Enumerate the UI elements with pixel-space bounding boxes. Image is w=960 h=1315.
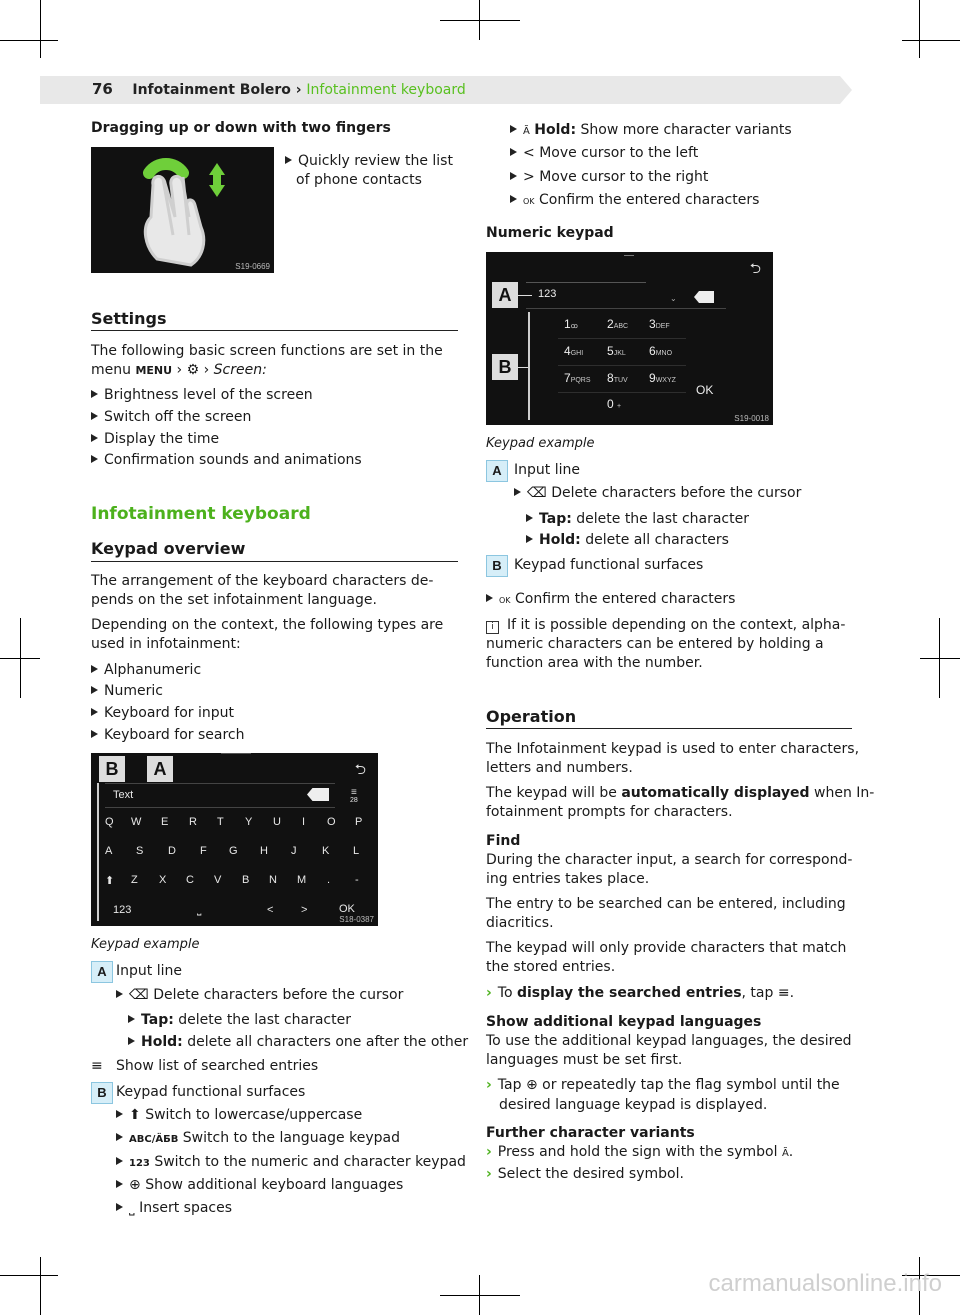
list-item: Display the time (91, 430, 219, 449)
section-heading: Infotainment keyboard (91, 504, 311, 524)
back-arrow-icon: ⮌ (749, 261, 761, 277)
key-x: X (159, 874, 167, 886)
character-variant-icon: Ã (523, 126, 530, 137)
figure-code: S19-0018 (734, 414, 769, 423)
list-item: ⬆ Switch to lowercase/uppercase (116, 1106, 362, 1125)
functional-surfaces-title: Keypad functional surfaces (514, 557, 704, 573)
ok-icon: OK (499, 596, 511, 605)
key-1: 1ꝏ (564, 317, 578, 331)
ok-icon: OK (523, 197, 535, 206)
paragraph: letters and numbers. (486, 760, 633, 776)
paragraph: ing entries takes place. (486, 871, 650, 887)
paragraph: To use the additional keypad languages, the desired (486, 1033, 852, 1049)
alphanumeric-keypad-figure (91, 753, 378, 926)
key-cursor-right: > (301, 904, 308, 916)
step-chevron-icon: › (486, 1166, 492, 1182)
find-title: Find (486, 833, 521, 849)
key-a: A (105, 845, 113, 857)
languages-title: Show additional keypad languages (486, 1014, 762, 1030)
backspace-icon (307, 788, 329, 801)
gear-icon: ⚙ (186, 362, 200, 378)
list-icon: ≡ (351, 787, 357, 798)
callout-a: A (147, 756, 173, 782)
header-section: Infotainment Bolero (132, 82, 291, 98)
key-b: B (242, 874, 250, 886)
key-e: E (161, 816, 169, 828)
page-number: 76 (92, 80, 113, 98)
note-cont: numeric characters can be entered by holding a (486, 636, 824, 652)
key-0: 0 + (607, 397, 622, 411)
paragraph: The keypad will only provide characters that match (486, 940, 847, 956)
list-item: < Move cursor to the left (510, 144, 698, 163)
header-text (92, 80, 466, 98)
key-dot: . (327, 874, 331, 886)
step: › Select the desired symbol. (486, 1166, 684, 1182)
paragraph: Depending on the context, the following types are (91, 617, 444, 633)
list-icon: ≡ (777, 985, 790, 1001)
step: › Tap ⊕ or repeatedly tap the flag symbol until the (486, 1077, 840, 1093)
language-keypad-icon: ABC/ÄБВ (129, 1134, 179, 1145)
subsection-heading: Keypad overview (91, 539, 246, 558)
key-z: Z (131, 874, 138, 886)
key-y: Y (245, 816, 253, 828)
paragraph: the stored entries. (486, 959, 616, 975)
heading-rule (91, 561, 458, 562)
list-item: ABC/ÄБВ Switch to the language keypad (116, 1129, 400, 1149)
key-g: G (229, 845, 238, 857)
list-item: ⎵ Insert spaces (116, 1199, 232, 1218)
paragraph: The entry to be searched can be entered, including (486, 896, 846, 912)
list-item: ⌫ Delete characters before the cursor (514, 484, 801, 503)
numeric-input-line: 123 (538, 288, 557, 300)
key-c: C (186, 874, 194, 886)
key-2: 2ABC (607, 317, 629, 331)
chevron-right-icon: > (523, 169, 535, 185)
list-item: OK Confirm the entered characters (510, 191, 759, 211)
key-3: 3DEF (649, 317, 670, 331)
text-input-line: Text (113, 789, 134, 801)
backspace-icon: ⌫ (527, 485, 547, 501)
callout-b: B (492, 354, 518, 380)
list-item: Hold: delete all characters (526, 531, 729, 550)
key-8: 8TUV (607, 371, 628, 385)
figure-caption: Keypad example (91, 937, 200, 952)
key-k: K (322, 845, 330, 857)
list-item: ⊕ Show additional keyboard languages (116, 1176, 403, 1195)
paragraph: The Infotainment keypad is used to enter characters, (486, 741, 860, 757)
collapse-chevron-icon: ⌄ (670, 294, 677, 303)
list-item: Switch off the screen (91, 408, 251, 427)
callout-b: B (99, 756, 125, 782)
header-separator: › (295, 82, 302, 98)
shift-icon: ⬆ (129, 1107, 141, 1123)
step-chevron-icon: › (486, 985, 492, 1001)
numeric-keypad-heading: Numeric keypad (486, 225, 614, 241)
numeric-keypad-figure (486, 252, 773, 425)
note-cont: function area with the number. (486, 655, 703, 671)
key-123: 123 (113, 904, 132, 916)
backspace-icon: ⌫ (129, 987, 149, 1003)
key-d: D (168, 845, 176, 857)
list-item: Keyboard for search (91, 726, 244, 745)
list-entry-text: Show list of searched entries (116, 1058, 319, 1074)
character-variant-icon: Ã (781, 1148, 789, 1159)
key-w: W (131, 816, 142, 828)
figure-code: S19-0669 (235, 262, 270, 271)
key-4: 4GHI (564, 344, 584, 358)
key-ok: OK (696, 383, 714, 397)
list-item: Ã Hold: Show more character variants (510, 121, 792, 141)
paragraph: The arrangement of the keyboard characters de- (91, 573, 434, 589)
list-item: Hold: delete all characters one after the other (128, 1033, 468, 1052)
variants-title: Further character variants (486, 1125, 695, 1141)
back-arrow-icon: ⮌ (354, 761, 366, 777)
chevron-left-icon: < (523, 145, 535, 161)
watermark: carmanualsonline.info (708, 1270, 942, 1297)
list-item: 123 Switch to the numeric and character keypad (116, 1153, 466, 1173)
settings-intro: The following basic screen functions are set in the (91, 343, 443, 359)
list-item: Confirmation sounds and animations (91, 451, 362, 470)
paragraph: fotainment prompts for characters. (486, 804, 733, 820)
step-chevron-icon: › (486, 1144, 492, 1160)
globe-icon: ⊕ (129, 1177, 141, 1193)
paragraph: diacritics. (486, 915, 554, 931)
step: › Press and hold the sign with the symbol Ã. (486, 1144, 794, 1160)
settings-intro-path: menu MENU › ⚙ › Screen: (91, 362, 267, 378)
heading-rule (486, 728, 852, 729)
key-6: 6MNO (649, 344, 673, 358)
two-finger-figure (91, 147, 274, 273)
list-item: Keyboard for input (91, 704, 234, 723)
step-chevron-icon: › (486, 1077, 492, 1093)
functional-surfaces-title: Keypad functional surfaces (116, 1084, 306, 1100)
key-q: Q (105, 816, 114, 828)
key-f: F (200, 845, 207, 857)
key-v: V (214, 874, 222, 886)
operation-heading: Operation (486, 707, 577, 726)
step-cont: desired language keypad is displayed. (499, 1097, 768, 1113)
globe-icon: ⊕ (525, 1077, 538, 1093)
key-l: L (353, 845, 360, 857)
list-item: Tap: delete the last character (128, 1011, 351, 1030)
key-r: R (189, 816, 197, 828)
header-subsection: Infotainment keyboard (306, 82, 466, 98)
paragraph: The keypad will be automatically displayed when In- (486, 785, 875, 801)
list-item: Brightness level of the screen (91, 386, 313, 405)
key-7: 7PQRS (564, 371, 591, 385)
key-t: T (217, 816, 224, 828)
figure-code: S18-0387 (339, 915, 374, 924)
list-item: Tap: delete the last character (526, 510, 749, 529)
key-h: H (260, 845, 268, 857)
key-s: S (136, 845, 144, 857)
key-cursor-left: < (267, 904, 274, 916)
key-i: I (302, 816, 306, 828)
callout-a: A (492, 282, 518, 308)
page-header (40, 76, 852, 104)
entry-count: 28 (350, 797, 358, 804)
bullet-triangle-icon (285, 156, 292, 164)
key-o: O (327, 816, 336, 828)
paragraph: used in infotainment: (91, 636, 241, 652)
label-b: B (91, 1082, 113, 1104)
key-n: N (269, 874, 277, 886)
numeric-keypad-icon: 123 (129, 1158, 150, 1169)
input-line-title: Input line (514, 462, 580, 478)
paragraph: pends on the set infotainment language. (91, 592, 377, 608)
space-icon: ⎵ (129, 1200, 135, 1216)
label-b: B (486, 555, 508, 577)
input-line-title: Input line (116, 963, 182, 979)
two-finger-hand-icon (91, 147, 274, 273)
backspace-icon (694, 291, 714, 303)
key-9: 9WXYZ (649, 371, 676, 385)
list-item: ⌫ Delete characters before the cursor (116, 986, 403, 1005)
list-item: Numeric (91, 682, 163, 701)
info-note-icon: i (486, 621, 499, 634)
step: › To display the searched entries, tap ≡. (486, 985, 795, 1001)
figure-caption: Keypad example (486, 436, 595, 451)
heading-rule (91, 330, 458, 331)
drag-bullet-cont: of phone contacts (296, 172, 422, 188)
paragraph: During the character input, a search for correspond- (486, 852, 853, 868)
drag-bullet: Quickly review the list (285, 152, 453, 171)
drag-title: Dragging up or down with two fingers (91, 120, 391, 136)
key-ok: OK (339, 903, 355, 915)
key-u: U (273, 816, 281, 828)
space-key-icon: ⎵ (197, 904, 202, 916)
label-a: A (486, 460, 508, 482)
list-item: OK Confirm the entered characters (486, 590, 735, 610)
key-j: J (291, 845, 297, 857)
key-m: M (297, 874, 307, 886)
settings-heading: Settings (91, 309, 167, 328)
list-item: Alphanumeric (91, 661, 201, 680)
key-5: 5JKL (607, 344, 626, 358)
note: i If it is possible depending on the context, alpha- (486, 616, 845, 635)
list-item: > Move cursor to the right (510, 168, 708, 187)
shift-icon: ⬆ (105, 875, 115, 887)
menu-keyword: MENU (135, 364, 173, 377)
list-icon: ≡ (91, 1058, 103, 1074)
key-p: P (355, 816, 363, 828)
key-dash: - (355, 874, 359, 886)
label-a: A (91, 961, 113, 983)
paragraph: languages must be set first. (486, 1052, 683, 1068)
